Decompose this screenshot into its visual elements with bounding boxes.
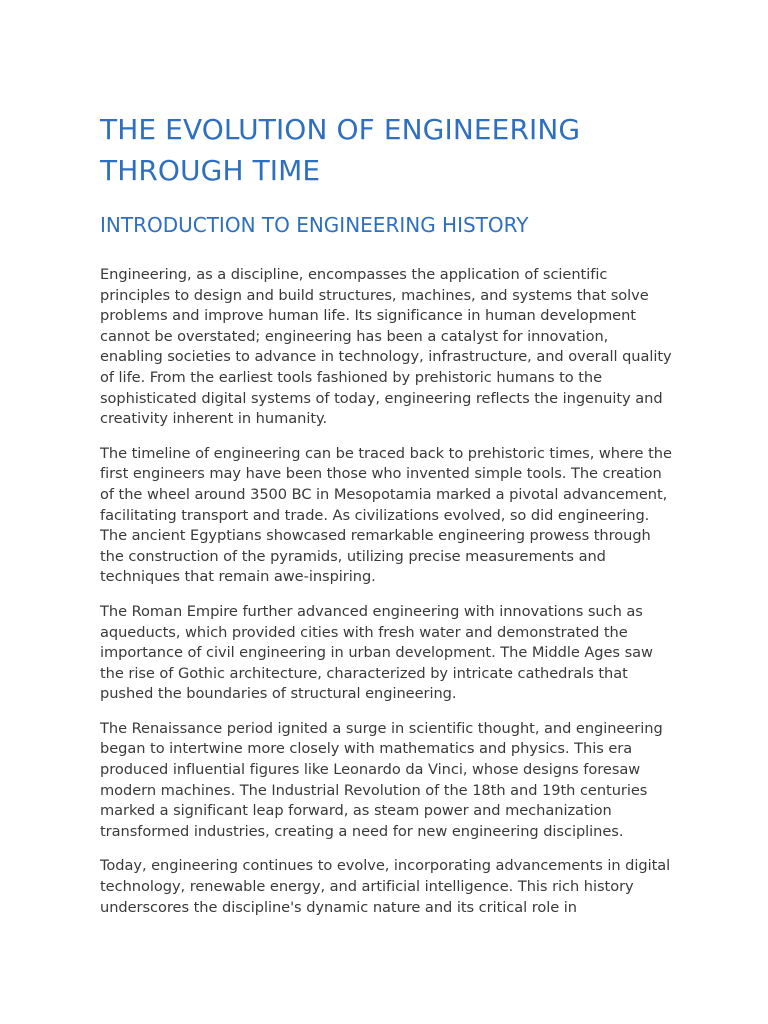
section-heading: INTRODUCTION TO ENGINEERING HISTORY [100, 213, 529, 237]
document-body [100, 265, 672, 918]
paragraph: The Renaissance period ignited a surge in scientific thought, and engineering began to intertwine more closely with mathematics and physics. This era produced influential figures like Leonardo da Vinci, whose designs foresaw modern machines. The Industrial Revolution of the 18th and 19th centuries marked a significant leap forward, as steam power and mechanization transformed industries, creating a need for new engineering disciplines. [100, 719, 663, 840]
document-title: THE EVOLUTION OF ENGINEERING THROUGH TIME [100, 113, 581, 187]
paragraph: Today, engineering continues to evolve, incorporating advancements in digital technology, renewable energy, and artificial intelligence. This rich history underscores the discipline's dynamic nature and its critical role in [100, 857, 671, 916]
paragraph: The timeline of engineering can be traced back to prehistoric times, where the first engineers may have been those who invented simple tools. The creation of the wheel around 3500 BC in Mesopotamia marked a pivotal advancement, facilitating transport and trade. As civilizations evolved, so did engineering. The ancient Egyptians showcased remarkable engineering prowess through the construction of the pyramids, utilizing precise measurements and techniques that remain awe-inspiring. [100, 444, 672, 586]
paragraph: The Roman Empire further advanced engineering with innovations such as aqueducts, which provided cities with fresh water and demonstrated the importance of civil engineering in urban development. The Middle Ages saw the rise of Gothic architecture, characterized by intricate cathedrals that pushed the boundaries of structural engineering. [100, 602, 653, 703]
paragraph: Engineering, as a discipline, encompasses the application of scientific principles to design and build structures, machines, and systems that solve problems and improve human life. Its significance in human development cannot be overstated; engineering has been a catalyst for innovation, enabling societies to advance in technology, infrastructure, and overall quality of life. From the earliest tools fashioned by prehistoric humans to the sophisticated digital systems of today, engineering reflects the ingenuity and creativity inherent in humanity. [100, 266, 672, 428]
